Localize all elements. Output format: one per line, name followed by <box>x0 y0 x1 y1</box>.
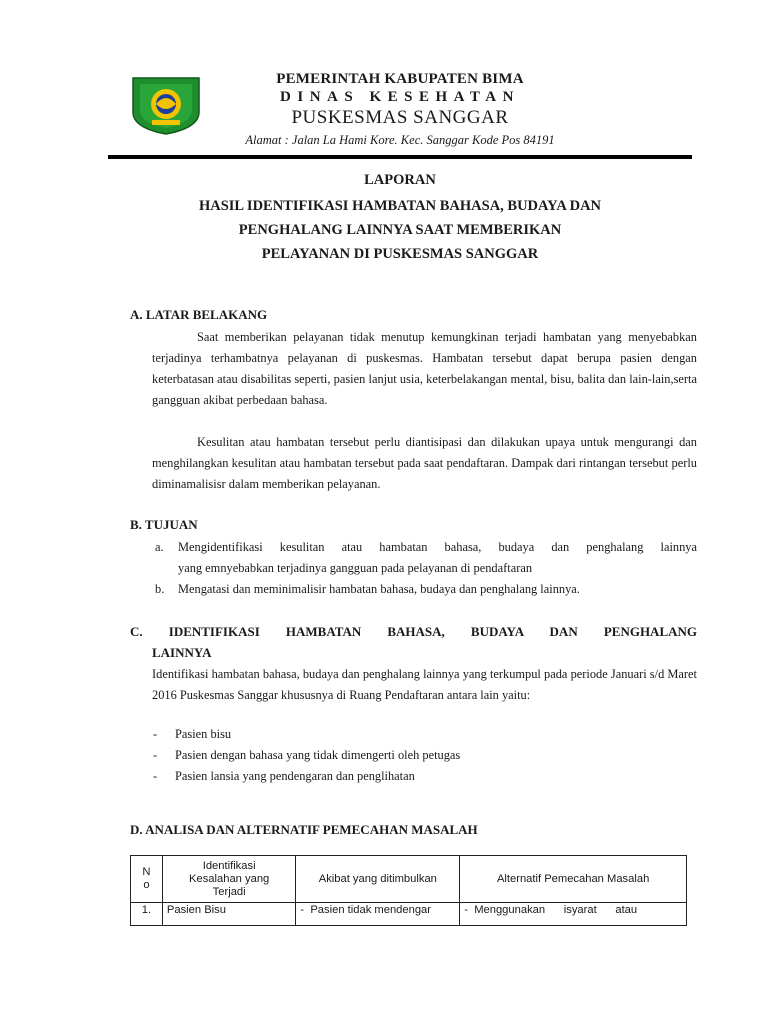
section-a-paragraph-2: Kesulitan atau hambatan tersebut perlu diantisipasi dan dilakukan upaya untuk mengurangi dan menghilangkan kesulitan atau hambatan tersebut pada saat pendaftaran. Dampak dari rintangan tersebut perlu diminamalisisr dalam memberikan pelayanan. <box>152 435 697 491</box>
section-c-heading-line-1: C. IDENTIFIKASI HAMBATAN BAHASA, BUDAYA DAN PENGHALANG <box>130 624 697 639</box>
bullet-dash: - <box>153 748 158 762</box>
section-b-heading: B. TUJUAN <box>130 517 198 532</box>
bullet-dash: - <box>153 769 158 783</box>
header-no: N o <box>131 856 163 903</box>
objective-b-marker: b. <box>155 582 165 596</box>
report-subtitle-line-2: PENGHALANG LAINNYA SAAT MEMBERIKAN <box>238 222 562 238</box>
header-identifikasi: Identifikasi Kesalahan yang Terjadi <box>162 856 296 903</box>
section-a-paragraph-1: Saat memberikan pelayanan tidak menutup kemungkinan terjadi hambatan yang menyebabkan terjadinya terhambatnya pelayanan di puskesmas. Hambatan tersebut dapat berupa pasien dengan keterbatasan atau disabilitas seperti, pasien lanjut usia, keterbelakangan mental, bisu, balita dan lain-lain,serta gangguan akibat perbedaan bahasa. <box>152 330 697 407</box>
letterhead-institution: PUSKESMAS SANGGAR <box>291 107 509 128</box>
hambatan-item-3: Pasien lansia yang pendengaran dan penglihatan <box>175 769 415 783</box>
header-alternatif: Alternatif Pemecahan Masalah <box>460 856 687 903</box>
objective-a-marker: a. <box>155 540 164 554</box>
hambatan-item-1: Pasien bisu <box>175 727 232 741</box>
objective-a-line-1: Mengidentifikasi kesulitan atau hambatan bahasa, budaya dan penghalang lainnya <box>178 540 697 554</box>
letterhead-government: PEMERINTAH KABUPATEN BIMA <box>276 71 524 87</box>
section-d-heading: D. ANALISA DAN ALTERNATIF PEMECAHAN MASALAH <box>130 822 478 837</box>
table-row <box>131 903 687 926</box>
objective-b-line-1: Mengatasi dan meminimalisir hambatan bahasa, budaya dan penghalang lainnya. <box>178 582 580 596</box>
section-c-heading-line-2: LAINNYA <box>152 645 212 660</box>
cell-identifikasi: Pasien Bisu <box>162 903 296 926</box>
kabupaten-bima-logo-icon <box>130 76 202 136</box>
cell-akibat: - Pasien tidak mendengar <box>296 903 460 926</box>
report-subtitle-line-1: HASIL IDENTIFIKASI HAMBATAN BAHASA, BUDAYA DAN <box>198 198 602 214</box>
letterhead-divider <box>108 155 692 159</box>
hambatan-item-2: Pasien dengan bahasa yang tidak dimengerti oleh petugas <box>175 748 461 762</box>
section-c-intro: Identifikasi hambatan bahasa, budaya dan penghalang lainnya yang terkumpul pada periode Januari s/d Maret 2016 Puskesmas Sanggar khususnya di Ruang Pendaftaran antara lain yaitu: <box>152 667 697 702</box>
section-a-heading: A. LATAR BELAKANG <box>130 307 268 322</box>
report-title: LAPORAN <box>364 172 436 188</box>
analysis-table <box>130 855 687 926</box>
bullet-dash: - <box>153 727 158 741</box>
cell-alternatif: - Menggunakan isyarat atau <box>460 903 687 926</box>
table-header-row <box>131 856 687 903</box>
objective-a-line-2: yang emnyebabkan terjadinya gangguan pada pelayanan di pendaftaran <box>178 561 533 575</box>
letterhead-department: DINAS KESEHATAN <box>280 89 520 105</box>
letterhead-address: Alamat : Jalan La Hami Kore. Kec. Sanggar Kode Pos 84191 <box>245 133 555 147</box>
header-akibat: Akibat yang ditimbulkan <box>296 856 460 903</box>
report-subtitle-line-3: PELAYANAN DI PUSKESMAS SANGGAR <box>261 246 539 262</box>
cell-no: 1. <box>131 903 163 926</box>
